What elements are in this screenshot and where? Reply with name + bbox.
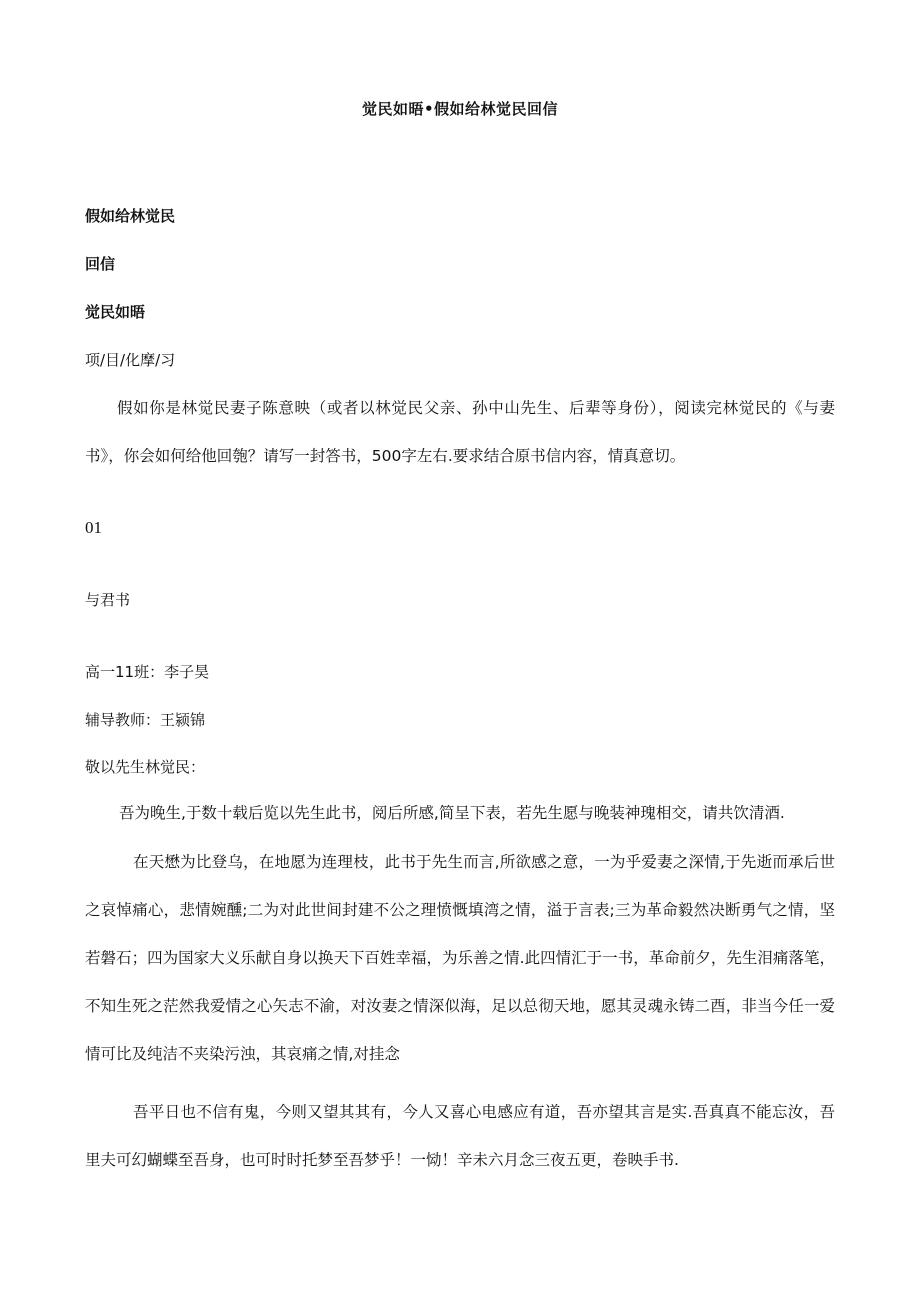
prompt-paragraph: 假如你是林觉民妻子陈意映（或者以林觉民父亲、孙中山先生、后辈等身份），阅读完林觉民的《与妻书》，你会如何给他回匏？请写一封答书，500字左右.要求结合原书信内容，情真意切。 — [85, 399, 835, 465]
author-line: 高一11班：李子昊 — [85, 663, 210, 681]
header-line-1: 假如给林觉民 — [85, 207, 176, 225]
letter-paragraph-1: 吾为晚生,于数十载后览以先生此书，阅后所感,简呈下表，若先生愿与晚装神瑰相交，请共饮清酒. — [119, 804, 785, 822]
project-label: 项/目/化摩/习 — [85, 351, 176, 369]
salutation: 敬以先生林觉民： — [85, 758, 206, 776]
letter-paragraph-2: 在天懋为比登乌，在地愿为连理枝，此书于先生而言,所欲感之意，一为乎爱妻之深情,于先逝而承后世之哀悼痛心，悲情婉醺;二为对此世间封建不公之理愤慨填湾之情，溢于言表;三为革命毅然决断勇气之情，坚若磐石；四为国家大义乐献自身以换天下百姓幸福，为乐善之情.此四情汇于一书，革命前夕，先生泪痛落笔，不知生死之茫然我爱情之心矢志不渝，对汝妻之情深似海，足以总彻天地，愿其灵魂永铸二酉，非当今任一爱情可比及纯洁不夹染污浊，其哀痛之情,对挂念 — [85, 853, 835, 1063]
letter-title: 与君书 — [85, 591, 131, 609]
header-line-2: 回信 — [85, 255, 116, 273]
teacher-line: 辅导教师：王颍锦 — [85, 711, 206, 729]
letter-paragraph-3: 吾平日也不信有鬼，今则又望其其有，今人又喜心电感应有道，吾亦望其言是实.吾真真不能忘汝，吾里夫可幻蝴蝶至吾身，也可时时托梦至吾梦乎！一恸！辛未六月念三夜五更，卷映手书. — [85, 1103, 835, 1169]
section-number: 01 — [85, 518, 102, 537]
document-title: 觉民如晤•假如给林觉民回信 — [361, 100, 559, 118]
header-line-3: 觉民如晤 — [85, 303, 146, 321]
